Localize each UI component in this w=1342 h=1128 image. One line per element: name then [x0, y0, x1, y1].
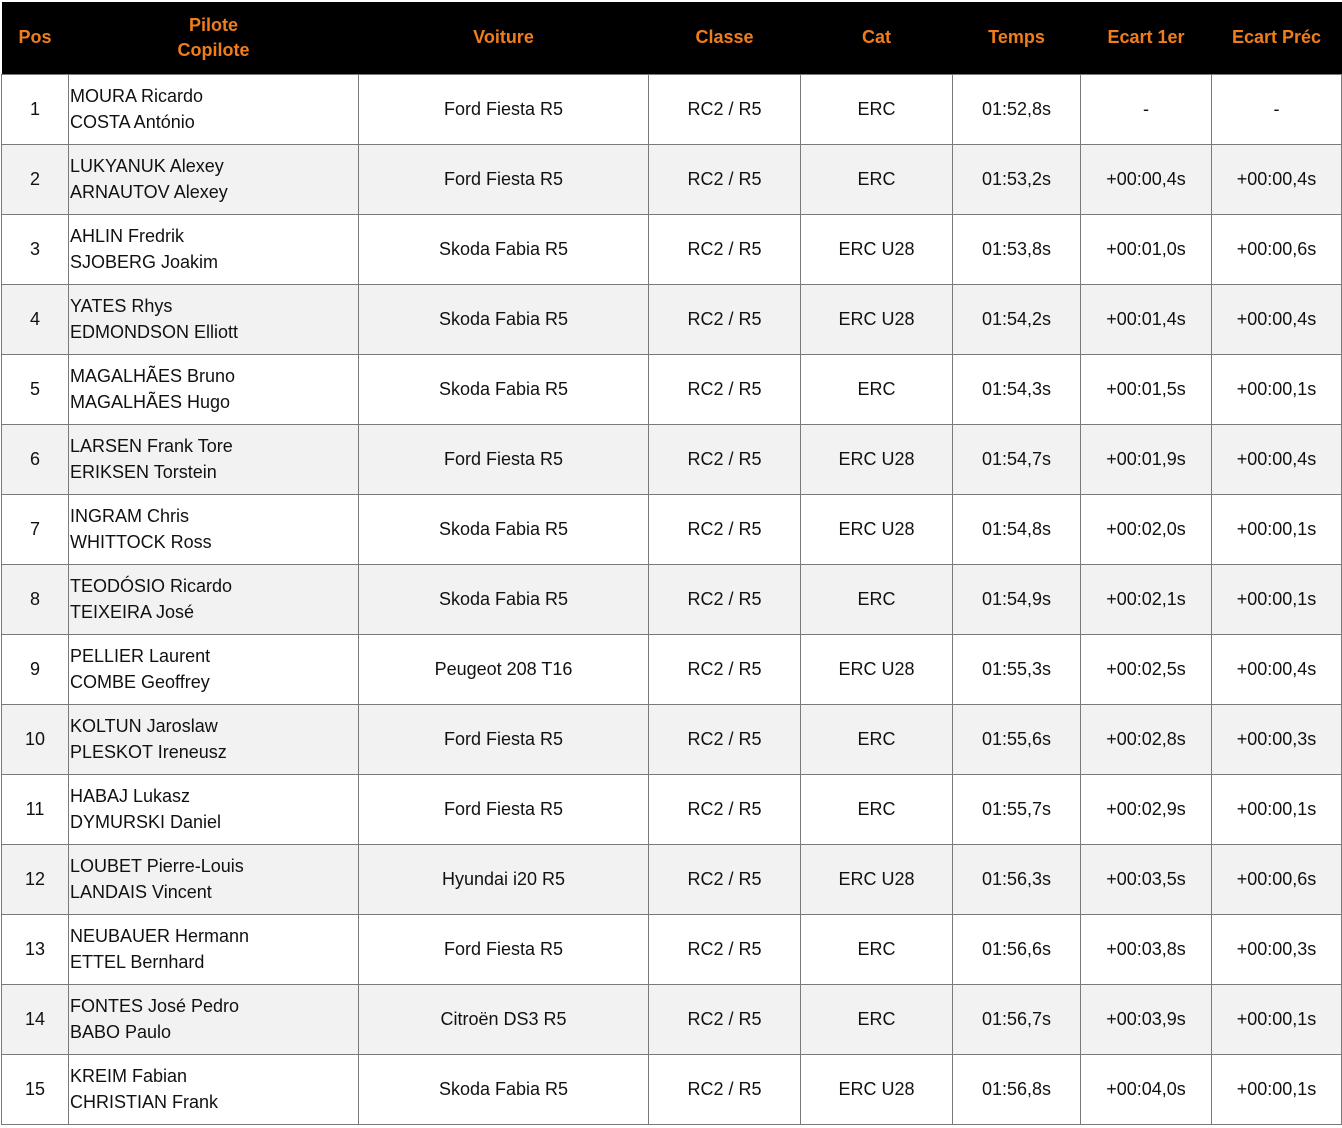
ecart-1er-cell: +00:01,5s	[1081, 354, 1212, 424]
temps-cell: 01:53,2s	[953, 144, 1081, 214]
ecart-1er-cell: +00:02,5s	[1081, 634, 1212, 704]
temps-cell: 01:54,2s	[953, 284, 1081, 354]
classe-cell: RC2 / R5	[649, 494, 801, 564]
copilote-name: PLESKOT Ireneusz	[70, 742, 227, 762]
cat-cell: ERC	[801, 74, 953, 144]
table-row	[2, 354, 1342, 424]
pilote-name: INGRAM Chris	[70, 506, 190, 526]
temps-cell: 01:56,6s	[953, 914, 1081, 984]
copilote-name: CHRISTIAN Frank	[70, 1092, 219, 1112]
pilote-name: LARSEN Frank Tore	[70, 436, 233, 456]
voiture-cell: Skoda Fabia R5	[359, 564, 649, 634]
table-row	[2, 914, 1342, 984]
pos-cell: 2	[2, 144, 69, 214]
voiture-cell: Ford Fiesta R5	[359, 914, 649, 984]
cat-cell: ERC	[801, 144, 953, 214]
ecart-prec-cell: +00:00,4s	[1212, 144, 1342, 214]
classe-cell: RC2 / R5	[649, 74, 801, 144]
copilote-name: COMBE Geoffrey	[70, 672, 210, 692]
voiture-cell: Ford Fiesta R5	[359, 74, 649, 144]
table-row	[2, 494, 1342, 564]
voiture-cell: Ford Fiesta R5	[359, 424, 649, 494]
copilote-name: EDMONDSON Elliott	[70, 322, 239, 342]
pos-cell: 7	[2, 494, 69, 564]
ecart-1er-cell: +00:02,8s	[1081, 704, 1212, 774]
copilote-name: LANDAIS Vincent	[70, 882, 212, 902]
ecart-prec-cell: +00:00,6s	[1212, 844, 1342, 914]
pilote-name: YATES Rhys	[70, 296, 173, 316]
table-row	[2, 424, 1342, 494]
ecart-1er-cell: +00:02,1s	[1081, 564, 1212, 634]
pos-cell: 11	[2, 774, 69, 844]
copilote-name: DYMURSKI Daniel	[70, 812, 222, 832]
crew-cell	[69, 144, 359, 214]
cat-cell: ERC	[801, 914, 953, 984]
pos-cell: 1	[2, 74, 69, 144]
copilote-name: ERIKSEN Torstein	[70, 462, 217, 482]
pilote-name: AHLIN Fredrik	[70, 226, 185, 246]
ecart-prec-cell: +00:00,1s	[1212, 984, 1342, 1054]
ecart-prec-cell: +00:00,4s	[1212, 634, 1342, 704]
ecart-prec-cell: +00:00,6s	[1212, 214, 1342, 284]
pilote-name: TEODÓSIO Ricardo	[70, 576, 233, 596]
pos-cell: 5	[2, 354, 69, 424]
temps-cell: 01:54,3s	[953, 354, 1081, 424]
voiture-cell: Peugeot 208 T16	[359, 634, 649, 704]
ecart-1er-cell: +00:02,9s	[1081, 774, 1212, 844]
copilote-name: ETTEL Bernhard	[70, 952, 205, 972]
cat-cell: ERC U28	[801, 844, 953, 914]
pilote-name: MAGALHÃES Bruno	[70, 366, 236, 386]
ecart-prec-cell: +00:00,1s	[1212, 774, 1342, 844]
copilote-name: TEIXEIRA José	[70, 602, 195, 622]
classe-cell: RC2 / R5	[649, 284, 801, 354]
temps-cell: 01:54,8s	[953, 494, 1081, 564]
cat-cell: ERC U28	[801, 214, 953, 284]
crew-cell	[69, 914, 359, 984]
crew-cell	[69, 424, 359, 494]
crew-cell	[69, 984, 359, 1054]
header-pilote: Pilote	[188, 14, 238, 35]
temps-cell: 01:54,7s	[953, 424, 1081, 494]
cat-cell: ERC	[801, 564, 953, 634]
classe-cell: RC2 / R5	[649, 214, 801, 284]
pos-cell: 12	[2, 844, 69, 914]
table-row	[2, 144, 1342, 214]
table-row	[2, 844, 1342, 914]
voiture-cell: Hyundai i20 R5	[359, 844, 649, 914]
ecart-prec-cell: +00:00,3s	[1212, 914, 1342, 984]
table-row	[2, 284, 1342, 354]
crew-cell	[69, 704, 359, 774]
temps-cell: 01:55,7s	[953, 774, 1081, 844]
classe-cell: RC2 / R5	[649, 1054, 801, 1124]
ecart-prec-cell: -	[1212, 74, 1342, 144]
temps-cell: 01:54,9s	[953, 564, 1081, 634]
voiture-cell: Skoda Fabia R5	[359, 1054, 649, 1124]
temps-cell: 01:56,8s	[953, 1054, 1081, 1124]
cat-cell: ERC U28	[801, 634, 953, 704]
copilote-name: SJOBERG Joakim	[70, 252, 219, 272]
header-pos: Pos	[2, 2, 69, 74]
header-row	[2, 2, 1342, 74]
classe-cell: RC2 / R5	[649, 914, 801, 984]
header-copilote: Copilote	[177, 39, 250, 60]
table-row	[2, 984, 1342, 1054]
pilote-name: HABAJ Lukasz	[70, 786, 191, 806]
table-row	[2, 704, 1342, 774]
header-voiture: Voiture	[359, 2, 649, 74]
crew-cell	[69, 1054, 359, 1124]
table-header	[2, 2, 1342, 74]
voiture-cell: Ford Fiesta R5	[359, 144, 649, 214]
crew-cell	[69, 564, 359, 634]
header-ecart-prec: Ecart Préc	[1212, 2, 1342, 74]
copilote-name: COSTA António	[70, 112, 195, 132]
pos-cell: 8	[2, 564, 69, 634]
voiture-cell: Skoda Fabia R5	[359, 284, 649, 354]
cat-cell: ERC	[801, 354, 953, 424]
copilote-name: MAGALHÃES Hugo	[70, 392, 231, 412]
table-row	[2, 634, 1342, 704]
ecart-1er-cell: -	[1081, 74, 1212, 144]
header-cat: Cat	[801, 2, 953, 74]
crew-cell	[69, 74, 359, 144]
pos-cell: 6	[2, 424, 69, 494]
pilote-name: LUKYANUK Alexey	[70, 156, 224, 176]
cat-cell: ERC U28	[801, 424, 953, 494]
pos-cell: 14	[2, 984, 69, 1054]
pos-cell: 15	[2, 1054, 69, 1124]
pos-cell: 4	[2, 284, 69, 354]
classe-cell: RC2 / R5	[649, 634, 801, 704]
ecart-prec-cell: +00:00,1s	[1212, 564, 1342, 634]
table-row	[2, 1054, 1342, 1124]
ecart-prec-cell: +00:00,3s	[1212, 704, 1342, 774]
classe-cell: RC2 / R5	[649, 144, 801, 214]
ecart-1er-cell: +00:01,9s	[1081, 424, 1212, 494]
pos-cell: 13	[2, 914, 69, 984]
pilote-name: FONTES José Pedro	[70, 996, 240, 1016]
voiture-cell: Skoda Fabia R5	[359, 214, 649, 284]
cat-cell: ERC	[801, 774, 953, 844]
classe-cell: RC2 / R5	[649, 704, 801, 774]
cat-cell: ERC U28	[801, 284, 953, 354]
classe-cell: RC2 / R5	[649, 424, 801, 494]
ecart-1er-cell: +00:03,5s	[1081, 844, 1212, 914]
table-row	[2, 214, 1342, 284]
voiture-cell: Citroën DS3 R5	[359, 984, 649, 1054]
copilote-name: WHITTOCK Ross	[70, 532, 212, 552]
pilote-name: KREIM Fabian	[70, 1066, 188, 1086]
ecart-1er-cell: +00:00,4s	[1081, 144, 1212, 214]
classe-cell: RC2 / R5	[649, 844, 801, 914]
table-row	[2, 774, 1342, 844]
copilote-name: ARNAUTOV Alexey	[70, 182, 228, 202]
ecart-prec-cell: +00:00,4s	[1212, 284, 1342, 354]
header-temps: Temps	[953, 2, 1081, 74]
voiture-cell: Ford Fiesta R5	[359, 774, 649, 844]
ecart-prec-cell: +00:00,4s	[1212, 424, 1342, 494]
temps-cell: 01:52,8s	[953, 74, 1081, 144]
pilote-name: LOUBET Pierre-Louis	[70, 856, 244, 876]
temps-cell: 01:56,3s	[953, 844, 1081, 914]
pos-cell: 9	[2, 634, 69, 704]
temps-cell: 01:53,8s	[953, 214, 1081, 284]
classe-cell: RC2 / R5	[649, 564, 801, 634]
pilote-name: KOLTUN Jaroslaw	[70, 716, 218, 736]
voiture-cell: Skoda Fabia R5	[359, 354, 649, 424]
ecart-prec-cell: +00:00,1s	[1212, 1054, 1342, 1124]
ecart-prec-cell: +00:00,1s	[1212, 494, 1342, 564]
temps-cell: 01:56,7s	[953, 984, 1081, 1054]
crew-cell	[69, 634, 359, 704]
table-body	[2, 74, 1342, 1124]
classe-cell: RC2 / R5	[649, 984, 801, 1054]
table-row	[2, 564, 1342, 634]
ecart-1er-cell: +00:03,8s	[1081, 914, 1212, 984]
ecart-1er-cell: +00:03,9s	[1081, 984, 1212, 1054]
cat-cell: ERC U28	[801, 1054, 953, 1124]
ecart-1er-cell: +00:01,4s	[1081, 284, 1212, 354]
pos-cell: 10	[2, 704, 69, 774]
classe-cell: RC2 / R5	[649, 354, 801, 424]
ecart-1er-cell: +00:04,0s	[1081, 1054, 1212, 1124]
header-ecart-1er: Ecart 1er	[1081, 2, 1212, 74]
ecart-1er-cell: +00:01,0s	[1081, 214, 1212, 284]
cat-cell: ERC	[801, 984, 953, 1054]
pos-cell: 3	[2, 214, 69, 284]
pilote-name: NEUBAUER Hermann	[70, 926, 250, 946]
header-crew	[69, 2, 359, 74]
classe-cell: RC2 / R5	[649, 774, 801, 844]
pilote-name: PELLIER Laurent	[70, 646, 211, 666]
crew-cell	[69, 494, 359, 564]
cat-cell: ERC U28	[801, 494, 953, 564]
crew-cell	[69, 284, 359, 354]
voiture-cell: Ford Fiesta R5	[359, 704, 649, 774]
pilote-name: MOURA Ricardo	[70, 86, 204, 106]
voiture-cell: Skoda Fabia R5	[359, 494, 649, 564]
ecart-prec-cell: +00:00,1s	[1212, 354, 1342, 424]
temps-cell: 01:55,6s	[953, 704, 1081, 774]
crew-cell	[69, 214, 359, 284]
copilote-name: BABO Paulo	[70, 1022, 172, 1042]
table-row	[2, 74, 1342, 144]
crew-cell	[69, 774, 359, 844]
header-classe: Classe	[649, 2, 801, 74]
crew-cell	[69, 844, 359, 914]
ecart-1er-cell: +00:02,0s	[1081, 494, 1212, 564]
temps-cell: 01:55,3s	[953, 634, 1081, 704]
crew-cell	[69, 354, 359, 424]
results-table	[1, 2, 1342, 1125]
cat-cell: ERC	[801, 704, 953, 774]
